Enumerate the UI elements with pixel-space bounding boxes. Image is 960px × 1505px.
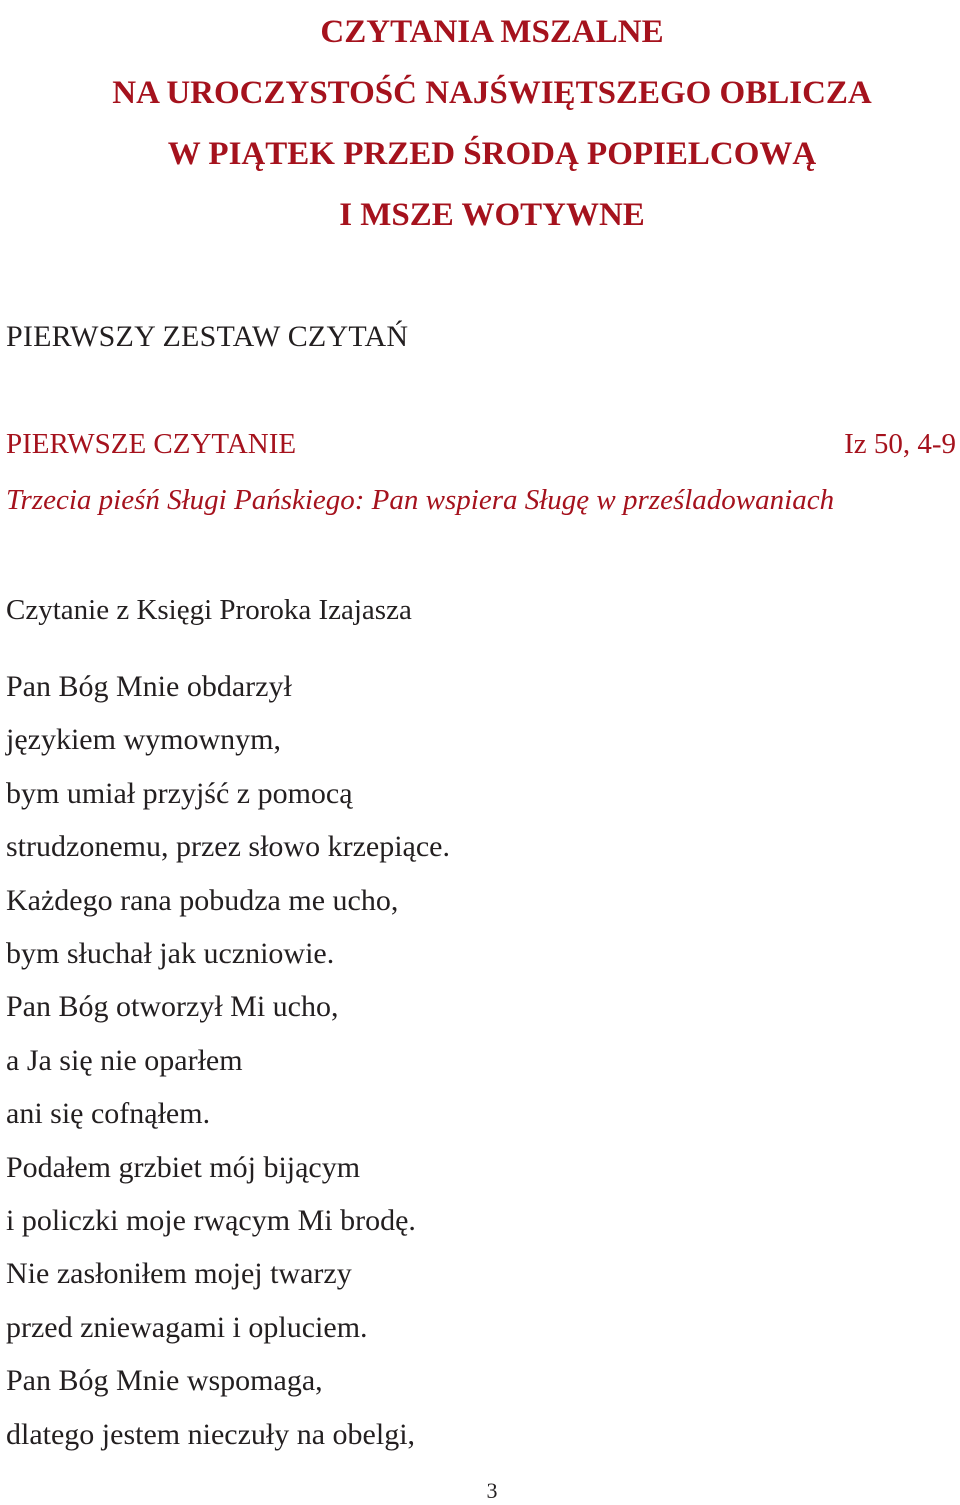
title-line: I MSZE WOTYWNE xyxy=(339,197,645,233)
scripture-reference: Iz 50, 4-9 xyxy=(844,428,956,460)
page-number: 3 xyxy=(486,1478,498,1503)
reading-header xyxy=(6,428,956,461)
verse-line: strudzonemu, przez słowo krzepiące. xyxy=(6,830,450,864)
verse-line: i policzki moje rwącym Mi brodę. xyxy=(6,1204,416,1238)
verse-line: Każdego rana pobudza me ucho, xyxy=(6,883,399,917)
verse-line: ani się cofnąłem. xyxy=(6,1097,211,1131)
verse-line: bym słuchał jak uczniowie. xyxy=(6,937,335,971)
title-line: W PIĄTEK PRZED ŚRODĄ POPIELCOWĄ xyxy=(167,136,817,172)
reading-intro: Czytanie z Księgi Proroka Izajasza xyxy=(6,594,412,626)
verse-line: Podałem grzbiet mój bijącym xyxy=(6,1150,361,1184)
verse-line: bym umiał przyjść z pomocą xyxy=(6,776,353,810)
title-line: CZYTANIA MSZALNE xyxy=(320,14,664,50)
reading-label: PIERWSZE CZYTANIE xyxy=(6,428,297,460)
reading-subtitle: Trzecia pieśń Sługi Pańskiego: Pan wspiera Sługę w prześladowaniach xyxy=(6,484,835,516)
verse-line: Pan Bóg Mnie obdarzył xyxy=(6,670,292,703)
verse-line: Pan Bóg otworzył Mi ucho, xyxy=(6,990,339,1024)
verse-line: językiem wymownym, xyxy=(6,723,281,757)
title-line: NA UROCZYSTOŚĆ NAJŚWIĘTSZEGO OBLICZA xyxy=(112,75,872,111)
verse-line: a Ja się nie oparłem xyxy=(6,1043,243,1077)
section-title: PIERWSZY ZESTAW CZYTAŃ xyxy=(6,320,409,353)
verse-line: Nie zasłoniłem mojej twarzy xyxy=(6,1257,352,1291)
verse-line: Pan Bóg Mnie wspomaga, xyxy=(6,1364,323,1398)
verse-list xyxy=(6,660,450,1461)
document-title xyxy=(0,2,960,246)
verse-line: przed zniewagami i opluciem. xyxy=(6,1310,368,1344)
verse-line: dlatego jestem nieczuły na obelgi, xyxy=(6,1417,416,1451)
